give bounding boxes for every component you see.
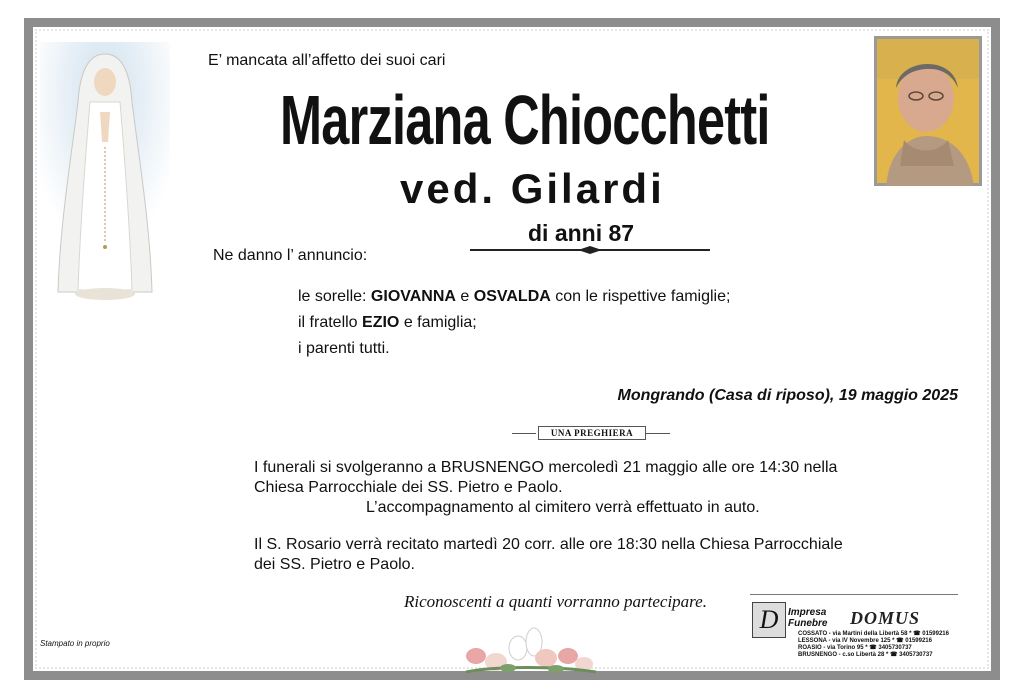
flowers-image [456, 612, 602, 676]
funeral-line-2: Chiesa Parrocchiale dei SS. Pietro e Paolo. [254, 479, 563, 496]
mourners-line-sisters: le sorelle: GIOVANNA e OSVALDA con le rispettive famiglie; [298, 288, 731, 305]
agency-funebre: Funebre [788, 618, 828, 629]
address-line: LESSONA - via IV Novembre 125 * ☎ 01599216 [798, 638, 932, 644]
agency-type [788, 607, 827, 629]
married-name: ved. Gilardi [400, 165, 665, 212]
deceased-photo [874, 36, 982, 186]
agency-initial: D [752, 602, 786, 638]
rosary-line-1: Il S. Rosario verrà recitato martedì 20 corr. alle ore 18:30 nella Chiesa Parrocchiale [254, 536, 843, 553]
mourners-line-brother: il fratello EZIO e famiglia; [298, 314, 477, 331]
prayer-label [512, 426, 670, 440]
prayer-label-text: UNA PREGHIERA [538, 426, 646, 440]
funeral-line-1: I funerali si svolgeranno a BRUSNENGO mercoledì 21 maggio alle ore 14:30 nella [254, 459, 838, 476]
funeral-info [254, 458, 934, 518]
age-text: di anni 87 [528, 220, 635, 246]
place-date: Mongrando (Casa di riposo), 19 maggio 2025 [617, 387, 958, 404]
mourners-list [298, 284, 730, 362]
agency-name: DOMUS [850, 608, 921, 628]
announce-text: Ne danno l’ annuncio: [213, 247, 368, 264]
address-line: BRUSNENGO - c.so Libertà 28 * ☎ 3405730737 [798, 652, 933, 658]
address-line: COSSATO - via Martini della Libertà 58 * ☎ 01599216 [798, 631, 949, 637]
deceased-name: Marziana Chiocchetti [280, 81, 770, 159]
agency-logo [750, 590, 960, 660]
agency-addresses [798, 631, 958, 659]
madonna-image [40, 42, 170, 306]
mourners-line-relatives: i parenti tutti. [298, 340, 390, 357]
funeral-line-3: L’accompagnamento al cimitero verrà effettuato in auto. [366, 499, 760, 516]
intro-text: E’ mancata all’affetto dei suoi cari [208, 52, 446, 69]
address-line: ROASIO - via Torino 95 * ☎ 3405730737 [798, 645, 912, 651]
printed-note: Stampato in proprio [40, 639, 110, 648]
thanks-text: Riconoscenti a quanti vorranno partecipare. [404, 592, 707, 611]
rosary-info [254, 535, 934, 575]
logo-rule [750, 594, 958, 595]
rosary-line-2: dei SS. Pietro e Paolo. [254, 556, 415, 573]
agency-impresa: Impresa [788, 607, 827, 618]
ornament-rule [470, 249, 710, 251]
